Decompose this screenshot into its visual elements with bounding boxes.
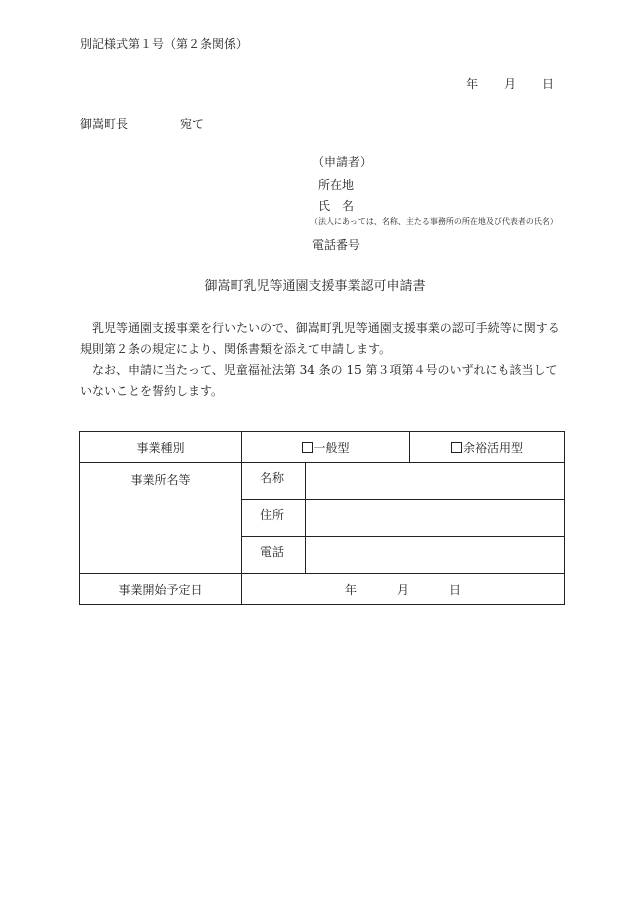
facility-name-row — [80, 463, 565, 500]
start-date-label: 事業開始予定日 — [80, 574, 242, 605]
facility-phone-field[interactable] — [306, 537, 565, 574]
body-paragraph-1: 乳児等通園支援事業を行いたいので、御嵩町乳児等通園支援事業の認可手続等に関する規則第２条の規定により、関係書類を添えて申請します。 — [80, 321, 560, 356]
name-label-part-2: 名 — [342, 199, 355, 213]
body-paragraph-2: なお、申請に当たって、児童福祉法第 34 条の 15 第３項第４号のいずれにも該当していないことを誓約します。 — [80, 363, 558, 398]
option-surplus-label: 余裕活用型 — [463, 440, 524, 455]
addressee — [80, 115, 204, 132]
addressee-suffix: 宛て — [180, 117, 205, 131]
body-text — [80, 318, 560, 402]
start-date-month: 月 — [397, 582, 410, 597]
checkbox-icon[interactable] — [451, 442, 462, 453]
start-date-row — [80, 574, 565, 605]
business-type-label: 事業種別 — [80, 432, 242, 463]
facility-address-label: 住所 — [242, 500, 306, 537]
corporation-note: （法人にあっては、名称、主たる事務所の所在地及び代表者の氏名） — [310, 217, 558, 226]
applicant-address-label: 所在地 — [318, 178, 355, 192]
facility-name-field[interactable] — [306, 463, 565, 500]
checkbox-icon[interactable] — [302, 442, 313, 453]
option-general-label: 一般型 — [313, 440, 350, 455]
addressee-recipient: 御嵩町長 — [80, 117, 129, 131]
start-date-year: 年 — [344, 582, 357, 597]
application-date — [466, 75, 554, 92]
applicant-phone-label: 電話番号 — [312, 238, 361, 252]
application-table — [79, 431, 565, 605]
facility-label: 事業所名等 — [80, 463, 242, 574]
start-date-day: 日 — [449, 582, 462, 597]
option-surplus[interactable] — [410, 432, 565, 463]
start-date-field[interactable] — [242, 574, 565, 605]
facility-address-field[interactable] — [306, 500, 565, 537]
date-day: 日 — [542, 77, 555, 91]
facility-name-label: 名称 — [242, 463, 306, 500]
applicant-header: （申請者） — [312, 155, 373, 169]
form-number: 別記様式第１号（第２条関係） — [80, 37, 249, 51]
date-month: 月 — [504, 77, 517, 91]
document-title: 御嵩町乳児等通園支援事業認可申請書 — [204, 279, 426, 294]
business-type-row — [80, 432, 565, 463]
date-year: 年 — [466, 77, 479, 91]
option-general[interactable] — [242, 432, 410, 463]
name-label-part-1: 氏 — [318, 199, 331, 213]
facility-phone-label: 電話 — [242, 537, 306, 574]
applicant-name-label — [318, 197, 354, 214]
